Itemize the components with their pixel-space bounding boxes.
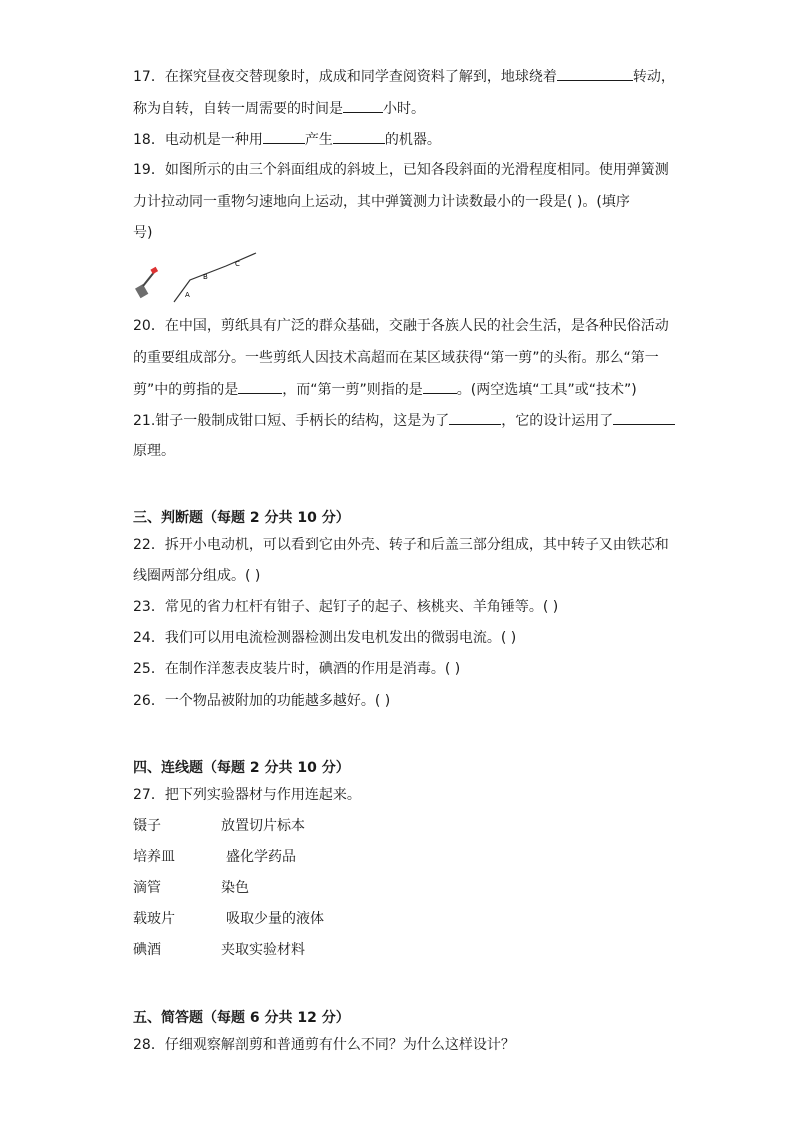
q26: 26．一个物品被附加的功能越多越好。( ) — [133, 693, 391, 709]
match-left-item[interactable]: 载玻片 — [133, 911, 175, 927]
match-right-item[interactable]: 夹取实验材料 — [221, 942, 305, 958]
q17-blank-2[interactable] — [343, 98, 383, 113]
q20-line3: 剪”中的剪指的是 ，而“第一剪”则指的是 。(两空选填“工具”或“技术”) — [133, 379, 637, 400]
q18: 18．电动机是一种用 产生 的机器。 — [133, 129, 441, 150]
section-3-title: 三、判断题（每题 2 分共 10 分） — [133, 510, 350, 526]
match-right-item[interactable]: 吸取少量的液体 — [226, 911, 324, 927]
match-left-item[interactable]: 滴管 — [133, 880, 161, 896]
section-4-title: 四、连线题（每题 2 分共 10 分） — [133, 760, 350, 776]
slope-label-b: B — [203, 273, 208, 281]
q17-line2: 称为自转，自转一周需要的时间是 小时。 — [133, 98, 425, 119]
q20-blank-1[interactable] — [238, 379, 282, 394]
q19-line1: 19．如图所示的由三个斜面组成的斜坡上，已知各段斜面的光滑程度相同。使用弹簧测 — [133, 162, 669, 178]
q17-line1: 17．在探究昼夜交替现象时，成成和同学查阅资料了解到，地球绕着 转动， — [133, 66, 675, 87]
match-right-item[interactable]: 盛化学药品 — [226, 849, 296, 865]
q21-blank-1[interactable] — [449, 410, 501, 425]
match-left-item[interactable]: 碘酒 — [133, 942, 161, 958]
slope-figure — [134, 246, 264, 306]
q20-blank-2[interactable] — [423, 379, 457, 394]
match-left-item[interactable]: 培养皿 — [133, 849, 175, 865]
spring-scale-icon — [135, 267, 158, 298]
q20-line2: 的重要组成部分。一些剪纸人因技术高超而在某区域获得“第一剪”的头衔。那么“第一 — [133, 350, 659, 366]
q27: 27．把下列实验器材与作用连起来。 — [133, 787, 361, 803]
q18-blank-1[interactable] — [263, 129, 305, 144]
q28: 28．仔细观察解剖剪和普通剪有什么不同？为什么这样设计？ — [133, 1037, 515, 1053]
q22-line1: 22．拆开小电动机，可以看到它由外壳、转子和后盖三部分组成，其中转子又由铁芯和 — [133, 537, 669, 553]
q18-blank-2[interactable] — [333, 129, 385, 144]
q21-blank-2[interactable] — [613, 410, 675, 425]
section-5-title: 五、简答题（每题 6 分共 12 分） — [133, 1010, 350, 1026]
q19-line2: 力计拉动同一重物匀速地向上运动，其中弹簧测力计读数最小的一段是( )。(填序 — [133, 194, 630, 210]
match-left-item[interactable]: 镊子 — [133, 818, 161, 834]
slope-label-a: A — [185, 291, 190, 299]
q20-line1: 20．在中国，剪纸具有广泛的群众基础，交融于各族人民的社会生活，是各种民俗活动 — [133, 318, 669, 334]
match-right-item[interactable]: 染色 — [221, 880, 249, 896]
q23: 23．常见的省力杠杆有钳子、起钉子的起子、核桃夹、羊角锤等。( ) — [133, 599, 559, 615]
slope-label-c: C — [235, 260, 240, 268]
q19-line3: 号) — [133, 225, 153, 241]
match-right-item[interactable]: 放置切片标本 — [221, 818, 305, 834]
q21-line2: 原理。 — [133, 443, 175, 459]
q21-line1: 21.钳子一般制成钳口短、手柄长的结构，这是为了 ，它的设计运用了 — [133, 410, 675, 431]
q22-line2: 线圈两部分组成。( ) — [133, 568, 261, 584]
q17-blank-1[interactable] — [557, 66, 633, 81]
q24: 24．我们可以用电流检测器检测出发电机发出的微弱电流。( ) — [133, 630, 517, 646]
q25: 25．在制作洋葱表皮装片时，碘酒的作用是消毒。( ) — [133, 661, 461, 677]
